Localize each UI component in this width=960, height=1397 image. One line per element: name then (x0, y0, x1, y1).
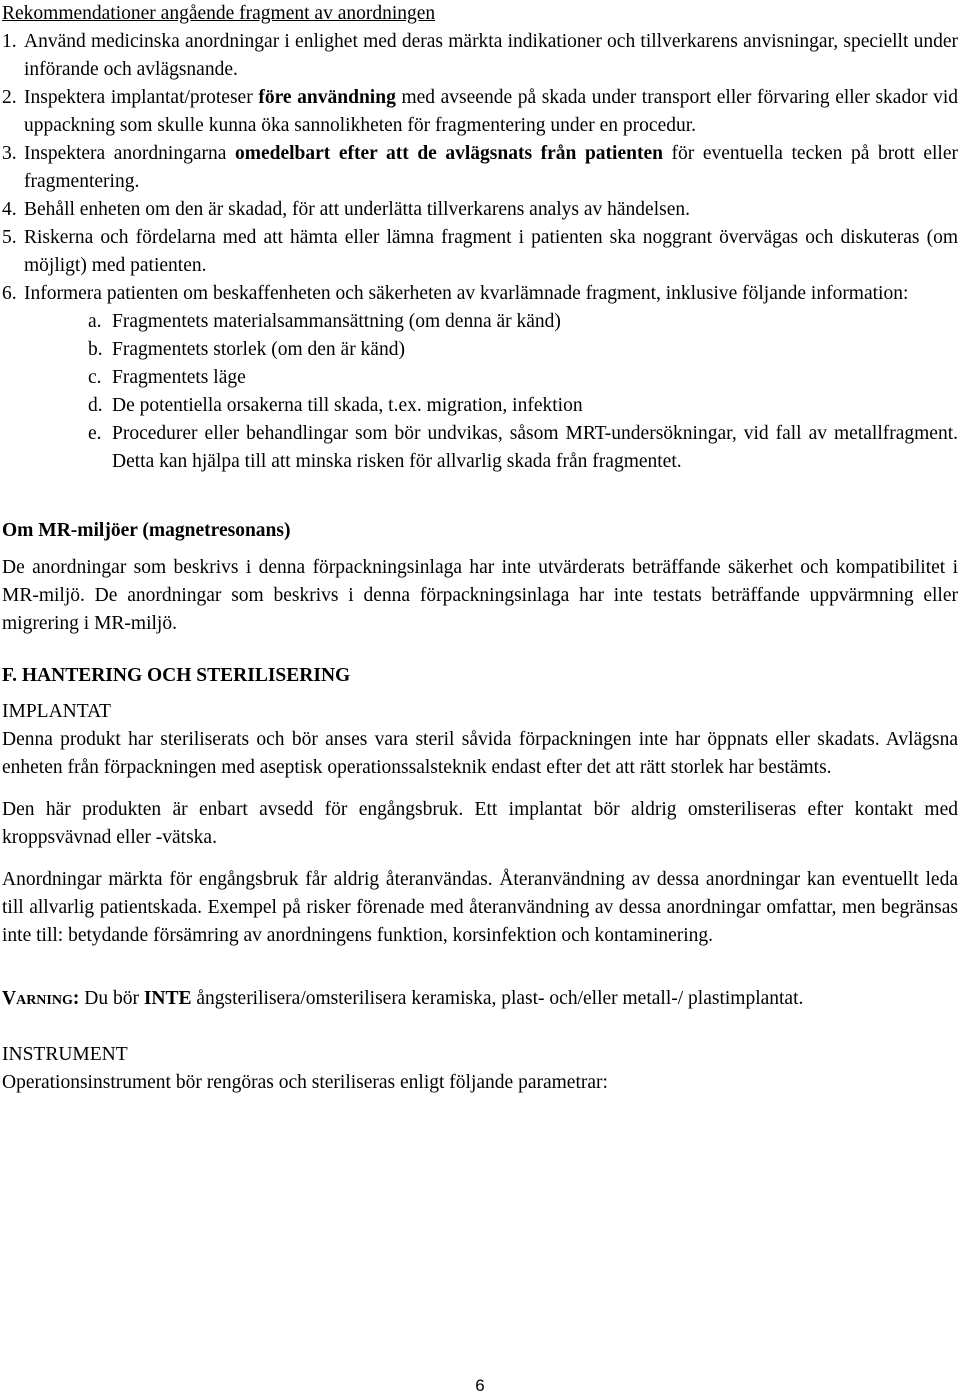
item-text: Använd medicinska anordningar i enlighet med deras märkta indikationer och tillverkarens anvisningar, speciellt under införande och avlägsnande. (24, 31, 958, 80)
list-item (2, 84, 958, 140)
list-item (2, 28, 958, 84)
item-text: Riskerna och fördelarna med att hämta eller lämna fragment i patienten ska noggrant övervägas och diskuteras (om möjligt) med patienten. (24, 227, 958, 276)
page-number: 6 (475, 1376, 485, 1395)
sub-item-text: Fragmentets storlek (om den är känd) (112, 339, 405, 360)
list-item (2, 280, 958, 308)
item-text-post: med avseende på skada under transport eller förvaring eller skador vid uppackning som skulle kunna öka sannolikheten för fragmentering under en procedur. (24, 87, 958, 136)
page-content (2, 0, 958, 1097)
mr-paragraph: De anordningar som beskrivs i denna förpackningsinlaga har inte utvärderats beträffande säkerhet och kompatibilitet i MR-miljö. De anordningar som beskrivs i denna förpackningsinlaga har inte testats beträffande uppvärmning eller migrering i MR-miljö. (2, 557, 958, 634)
sub-item-letter: c. (88, 367, 102, 388)
item-number: 1. (2, 31, 17, 52)
list-item (2, 224, 958, 280)
recommendations-list (2, 28, 958, 308)
item-number: 3. (2, 143, 17, 164)
list-item (2, 196, 958, 224)
item-text-bold: omedelbart efter att de avlägsnats från patienten (234, 143, 663, 164)
mr-heading (2, 517, 958, 545)
item-number: 4. (2, 199, 17, 220)
item-number: 5. (2, 227, 17, 248)
warning-text-post: ångsterilisera/omsterilisera keramiska, plast- och/eller metall-/ plastimplantat. (191, 988, 804, 1009)
sub-item-text: De potentiella orsakerna till skada, t.ex. migration, infektion (112, 395, 583, 416)
sub-list-item (88, 336, 958, 364)
sub-list-item (88, 364, 958, 392)
item-text-pre: Inspektera implantat/proteser (24, 87, 259, 108)
section-f-heading: F. HANTERING OCH STERILISERING (2, 665, 351, 686)
warning-label: Varning: (2, 988, 80, 1009)
sub-item-text: Fragmentets materialsammansättning (om denna är känd) (112, 311, 561, 332)
sub-item-letter: e. (88, 423, 102, 444)
fragment-info-list (2, 308, 958, 476)
item-text-pre: Inspektera anordningarna (24, 143, 235, 164)
sub-item-letter: d. (88, 395, 103, 416)
sub-item-letter: b. (88, 339, 103, 360)
implantat-paragraph-2: Den här produkten är enbart avsedd för engångsbruk. Ett implantat bör aldrig omsteriliseras efter kontakt med kroppsvävnad eller -vätska. (2, 799, 958, 848)
sub-item-text: Fragmentets läge (112, 367, 246, 388)
instrument-paragraph: Operationsinstrument bör rengöras och steriliseras enligt följande parametrar: (2, 1072, 608, 1093)
recommendations-heading: Rekommendationer angående fragment av anordningen (2, 3, 436, 24)
sub-item-text: Procedurer eller behandlingar som bör undvikas, såsom MRT-undersökningar, vid fall av metallfragment. Detta kan hjälpa till att minska risken för allvarlig skada från fragmentet. (112, 423, 958, 472)
list-item (2, 140, 958, 196)
sub-item-letter: a. (88, 311, 102, 332)
item-number: 2. (2, 87, 17, 108)
warning-text-bold: INTE (143, 988, 192, 1009)
warning-paragraph (2, 985, 958, 1013)
item-text-bold: före användning (258, 87, 396, 108)
item-text: Behåll enheten om den är skadad, för att underlätta tillverkarens analys av händelsen. (24, 199, 690, 220)
item-number: 6. (2, 283, 17, 304)
item-text: Informera patienten om beskaffenheten och säkerheten av kvarlämnade fragment, inklusive följande information: (24, 283, 909, 304)
mr-heading-text: Om MR-miljöer (magnetresonans) (2, 520, 291, 541)
implantat-paragraph-1: Denna produkt har steriliserats och bör anses vara steril såvida förpackningen inte har öppnats eller skadats. Avlägsna enheten från förpackningen med aseptisk operationssalsteknik endast efter det att rätt storlek har bestämts. (2, 729, 958, 778)
sub-list-item (88, 308, 958, 336)
warning-text-pre: Du bör (79, 988, 144, 1009)
instrument-heading: INSTRUMENT (2, 1044, 128, 1065)
sub-list-item (88, 420, 958, 476)
implantat-heading: IMPLANTAT (2, 701, 111, 722)
sub-list-item (88, 392, 958, 420)
item-text-post: för eventuella tecken på brott eller fragmentering. (24, 143, 958, 192)
implantat-paragraph-3: Anordningar märkta för engångsbruk får aldrig återanvändas. Återanvändning av dessa anordningar kan eventuellt leda till allvarlig patientskada. Exempel på risker förenade med återanvändning av dessa anordningar omfattar, men begränsas inte till: betydande försämring av anordningens funktion, korsinfektion och kontaminering. (2, 869, 958, 946)
